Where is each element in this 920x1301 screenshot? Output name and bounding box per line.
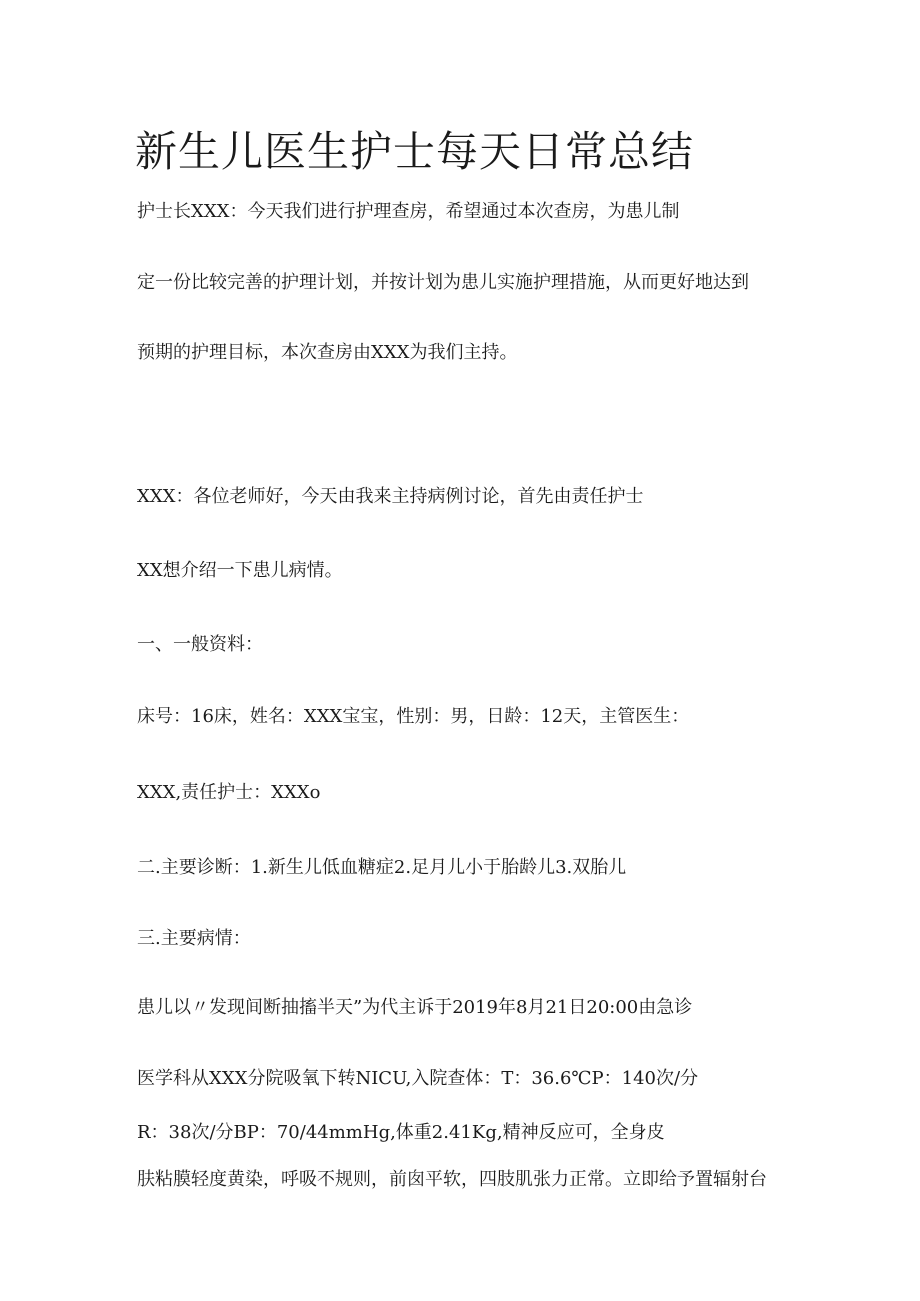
paragraph-line: 护士长XXX：今天我们进行护理查房，希望通过本次查房，为患儿制 bbox=[137, 201, 680, 222]
paragraph-line: 预期的护理目标，本次查房由XXX为我们主持。 bbox=[137, 342, 518, 363]
paragraph-line: R：38次/分BP：70/44mmHg,体重2.41Kg,精神反应可，全身皮 bbox=[137, 1122, 665, 1143]
paragraph-line: 肤粘膜轻度黄染，呼吸不规则，前囱平软，四肢肌张力正常。立即给予置辐射台 bbox=[137, 1169, 767, 1190]
section-heading: 一、一般资料： bbox=[137, 634, 263, 655]
paragraph-line: 床号：16床，姓名：XXX宝宝，性别：男，日龄：12天，主管医生： bbox=[137, 706, 690, 727]
paragraph-line: XX想介绍一下患儿病情。 bbox=[137, 560, 343, 581]
paragraph-line: 定一份比较完善的护理计划，并按计划为患儿实施护理措施，从而更好地达到 bbox=[137, 272, 749, 293]
document-title: 新生儿医生护士每天日常总结 bbox=[135, 127, 695, 176]
paragraph-line: 患儿以〃发现间断抽搐半天”为代主诉于2019年8月21日20:00由急诊 bbox=[137, 997, 693, 1018]
section-heading: 二.主要诊断：1.新生儿低血糖症2.足月儿小于胎龄儿3.双胎儿 bbox=[137, 857, 627, 878]
paragraph-line: 医学科从XXX分院吸氧下转NICU,入院查体：T：36.6℃P：140次/分 bbox=[137, 1068, 699, 1089]
paragraph-line: XXX,责任护士：XXXo bbox=[137, 782, 321, 803]
paragraph-line: XXX：各位老师好，今天由我来主持病例讨论，首先由责任护士 bbox=[137, 486, 644, 507]
section-heading: 三.主要病情： bbox=[137, 928, 251, 949]
